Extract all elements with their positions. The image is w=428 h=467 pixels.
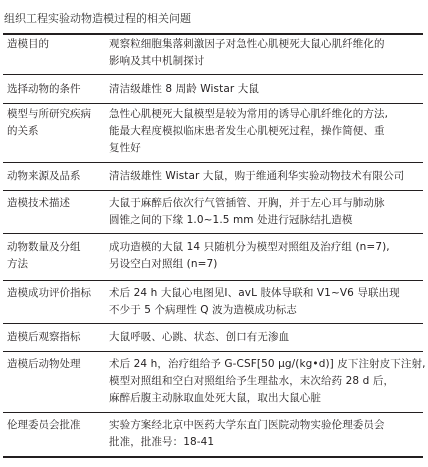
row-label-line: 造模技术描述 [7, 197, 70, 209]
row-text [109, 239, 421, 273]
table-top-rule [3, 33, 423, 35]
row-text-line: 术后 24 h 大鼠心电图见Ⅰ、avL 肢体导联和 V1~V6 导联出现 [109, 287, 400, 299]
row-divider [3, 280, 423, 281]
row-label [7, 36, 103, 53]
row-divider [3, 190, 423, 191]
row-label [7, 417, 103, 434]
row-text-line: 模型对照组和空白对照组给予生理盐水，末次给药 28 d 后， [109, 375, 395, 387]
row-text [109, 168, 421, 185]
row-label-line: 方法 [7, 258, 28, 270]
row-text-line: 实验方案经北京中医药大学东直门医院动物实验伦理委员会 [109, 419, 385, 431]
row-label [7, 329, 103, 346]
row-text [109, 356, 426, 407]
table-bottom-rule [3, 456, 423, 458]
row-divider [3, 351, 423, 352]
row-label-line: 动物来源及品系 [7, 170, 81, 182]
row-text-line: 观察粒细胞集落刺激因子对急性心肌梗死大鼠心肌纤维化的 [109, 38, 385, 50]
row-text-line: 大鼠于麻醉后依次行气管插管、开胸，并于左心耳与肺动脉 [109, 197, 385, 209]
row-label-line: 造模目的 [7, 38, 49, 50]
row-text-line: 清洁级雄性 Wistar 大鼠，购于维通利华实验动物技术有限公司 [109, 170, 405, 182]
row-label-line: 伦理委员会批准 [7, 419, 81, 431]
row-label [7, 239, 103, 273]
row-text-line: 不少于 5 个病理性 Q 波为造模成功标志 [109, 304, 297, 316]
row-divider [3, 103, 423, 104]
row-label [7, 285, 103, 302]
row-label [7, 356, 103, 373]
row-label-line: 动物数量及分组 [7, 241, 81, 253]
row-label [7, 195, 103, 212]
row-divider [3, 412, 423, 413]
row-text [109, 81, 421, 98]
row-text [109, 285, 421, 319]
row-divider [3, 74, 423, 75]
row-text [109, 329, 421, 346]
row-divider [3, 162, 423, 163]
row-text-line: 术后 24 h，治疗组给予 G-CSF[50 μg/(kg•d)] 皮下注射皮下注射, [109, 358, 426, 370]
row-label [7, 168, 103, 185]
row-text-line: 能最大程度模拟临床患者发生心肌梗死过程，操作简便、重 [109, 125, 385, 137]
row-label-line: 造模成功评价指标 [7, 287, 91, 299]
row-text-line: 圆锥之间的下缘 1.0~1.5 mm 处进行冠脉结扎造模 [109, 214, 353, 226]
row-text [109, 195, 421, 229]
row-label-line: 的关系 [7, 125, 39, 137]
row-label-line: 造模后观察指标 [7, 331, 81, 343]
table-title: 组织工程实验动物造模过程的相关问题 [4, 12, 191, 25]
row-label-line: 造模后动物处理 [7, 358, 81, 370]
row-label-line: 模型与所研究疾病 [7, 108, 91, 120]
row-text-line: 批准，批准号：18-41 [109, 436, 215, 448]
row-text [109, 36, 421, 70]
row-text-line: 成功造模的大鼠 14 只随机分为模型对照组及治疗组 (n=7), [109, 241, 390, 253]
row-text-line: 复性好 [109, 142, 141, 154]
row-label [7, 81, 103, 98]
row-text-line: 大鼠呼吸、心跳、状态、创口有无渗血 [109, 331, 290, 343]
row-text-line: 另设空白对照组 (n=7) [109, 258, 218, 270]
row-text-line: 影响及其中机制探讨 [109, 55, 205, 67]
row-divider [3, 323, 423, 324]
row-text-line: 麻醉后腹主动脉取血处死大鼠，取出大鼠心脏 [109, 392, 321, 404]
row-divider [3, 233, 423, 234]
row-text [109, 417, 421, 451]
row-text-line: 清洁级雄性 8 周龄 Wistar 大鼠 [109, 83, 259, 95]
row-label [7, 106, 103, 140]
row-text-line: 急性心肌梗死大鼠模型是较为常用的诱导心肌纤维化的方法, [109, 108, 389, 120]
row-label-line: 选择动物的条件 [7, 83, 81, 95]
row-text [109, 106, 421, 157]
